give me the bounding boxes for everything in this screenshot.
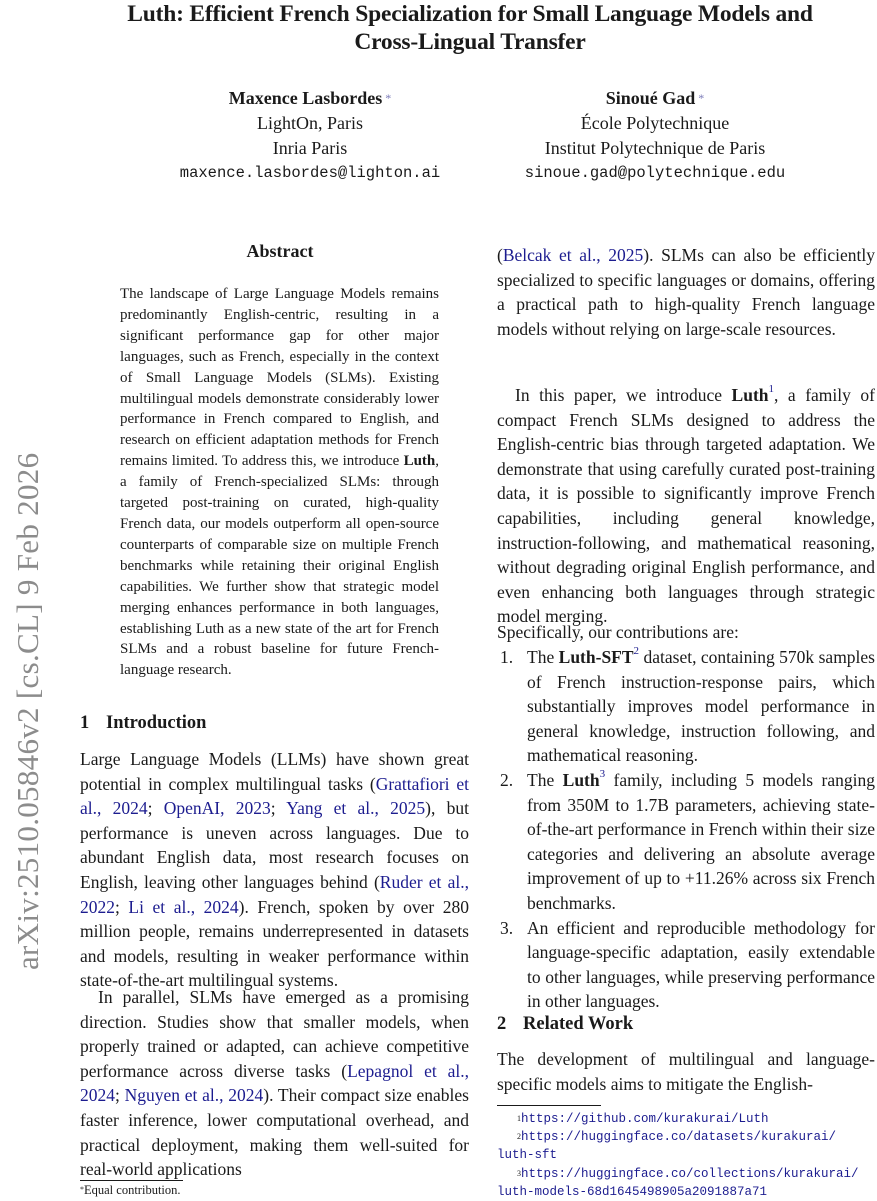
footnote-url[interactable]: https://huggingface.co/collections/kurakurai/: [521, 1166, 859, 1181]
abstract-heading: Abstract: [246, 241, 314, 261]
footnote-text: Equal contribution.: [84, 1183, 181, 1197]
citation-link[interactable]: Nguyen et al., 2024: [124, 1085, 264, 1106]
footnote-rule: [80, 1180, 183, 1181]
footnote-equal-contribution: [80, 1182, 181, 1198]
text: ). SLMs can also be efficiently specialized to specific languages or domains, offering a practical path to high-quality French language models without relying on large-scale resources.: [497, 245, 875, 339]
footnote-ref[interactable]: 2: [633, 645, 640, 657]
author-affiliation: LightOn, Paris: [257, 113, 363, 133]
footnote-marker: 3: [517, 1168, 521, 1178]
text: ), but performance is uneven across languages. Due to abundant English data, most research focuses on English, leaving other languages behind (: [80, 798, 469, 892]
footnote-2-continued[interactable]: luth-sft: [497, 1148, 558, 1163]
text: ;: [115, 1085, 125, 1106]
author-email: maxence.lasbordes@lighton.ai: [179, 164, 441, 182]
text: family, including 5 models ranging from 350M to 1.7B parameters, achieving state-of-the-art performance in French within their size categories and delivering an absolute average improvement of up to +11.26% across six French benchmarks.: [527, 769, 875, 913]
footnote-3-continued[interactable]: luth-models-68d1645498905a2091887a71: [497, 1184, 768, 1199]
list-item: [497, 768, 875, 916]
luth-name: Luth: [403, 453, 436, 470]
author-name: Sinoué Gad: [605, 88, 696, 108]
list-item: [497, 645, 875, 768]
author-affiliation: Inria Paris: [272, 138, 348, 158]
contributions-intro: Specifically, our contributions are:: [497, 622, 739, 642]
footnote-1[interactable]: [497, 1110, 877, 1128]
luth-sft-name: Luth-SFT: [558, 647, 634, 667]
footnote-marker: 1: [517, 1114, 521, 1123]
intro-paragraph-3: [497, 383, 875, 629]
equal-contribution-marker[interactable]: *: [385, 91, 392, 105]
list-item: [497, 916, 875, 1014]
abstract-text-part: The landscape of Large Language Models remains predominantly English-centric, resulting in a significant performance gap for other major languages, such as French, especially in the context of Small Language Models (SLMs). Existing multilingual models demonstrate considerably lower performance in French compared to English, and research on efficient adaptation methods for French remains limited. To address this, we introduce: [120, 286, 439, 470]
footnote-3[interactable]: [497, 1165, 877, 1183]
text: ;: [270, 798, 287, 819]
citation-link[interactable]: Grattafiori et al., 2024: [80, 773, 470, 819]
text: Large Language Models (LLMs) have shown great potential in complex multilingual tasks (: [80, 749, 469, 794]
text: An efficient and reproducible methodology for language-specific adaptation, easily extendable to other languages, while preserving performance in other languages.: [527, 917, 875, 1012]
luth-name: Luth: [562, 769, 600, 790]
intro-paragraph-2-continued: [497, 243, 875, 341]
related-work-paragraph-1: The development of multilingual and language-specific models aims to mitigate the English-: [497, 1049, 875, 1094]
section-heading-related-work: [497, 1014, 633, 1035]
author-affiliation: École Polytechnique: [580, 113, 730, 133]
author-block-1: [160, 86, 460, 186]
footnote-2[interactable]: [497, 1128, 877, 1146]
footnote-marker: *: [80, 1185, 84, 1194]
author-email: sinoue.gad@polytechnique.edu: [524, 164, 786, 182]
intro-paragraph-1: [80, 747, 469, 993]
text: ). Their compact size enables faster inference, lower computational overhead, and practical deployment, making them well-suited for real-world applications: [80, 1085, 469, 1180]
equal-contribution-marker[interactable]: *: [698, 91, 705, 105]
list-number: 2.: [500, 769, 514, 790]
text: (: [497, 245, 503, 265]
list-number: 3.: [500, 917, 514, 938]
author-block-2: [505, 86, 805, 186]
author-name: Maxence Lasbordes: [228, 88, 383, 108]
section-number: 2: [497, 1014, 507, 1034]
text: dataset, containing 570k samples of French instruction-response pairs, which substantially improves model performance in general knowledge, instruction following, and mathematical reasoning.: [527, 647, 875, 766]
citation-link[interactable]: Li et al., 2024: [128, 896, 239, 917]
footnote-marker: 2: [517, 1132, 521, 1142]
text: ). French, spoken by over 280 million people, remains underrepresented in datasets and models, resulting in weaker performance within state-of-the-art multilingual systems.: [80, 896, 469, 991]
citation-link[interactable]: Belcak et al., 2025: [502, 245, 644, 265]
abstract-text-part: , a family of French-specialized SLMs: through targeted post-training on curated, high-quality French data, our models outperform all open-source counterparts of comparable size on multiple French benchmarks while retaining their original English capabilities. We further show that strategic model merging enhances performance in both languages, establishing Luth as a new state of the art for French SLMs and a robust baseline for future French-language research.: [120, 453, 439, 679]
text: In parallel, SLMs have emerged as a promising direction. Studies show that smaller models, when properly trained or adapted, can achieve competitive performance across diverse tasks (: [80, 987, 469, 1081]
citation-link[interactable]: Yang et al., 2025: [286, 798, 426, 819]
citation-link[interactable]: OpenAI, 2023: [163, 798, 271, 819]
author-affiliation: Institut Polytechnique de Paris: [544, 138, 766, 158]
title-line-1: Luth: Efficient French Specialization for Small Language Models and: [127, 1, 813, 27]
text: The: [527, 647, 559, 667]
paper-title: [60, 0, 877, 56]
title-line-2: Cross-Lingual Transfer: [354, 29, 586, 55]
footnote-ref[interactable]: 3: [599, 767, 606, 780]
text: ;: [147, 798, 164, 819]
intro-paragraph-2: [80, 985, 469, 1182]
footnote-ref[interactable]: 1: [768, 383, 775, 395]
section-title: Introduction: [106, 713, 207, 733]
arxiv-stamp: arXiv:2510.05846v2 [cs.CL] 9 Feb 2026: [10, 452, 45, 970]
text: The: [527, 769, 563, 790]
abstract-text: [120, 284, 439, 681]
text: , a family of compact French SLMs designed to address the English-centric bias through targeted adaptation. We demonstrate that using carefully curated post-training data, it is possible to significantly improve French capabilities, including general knowledge, instruction-following, and mathematical reasoning, without degrading original English performance, and even enhancing both languages through strategic model merging.: [497, 385, 876, 627]
list-number: 1.: [500, 647, 514, 667]
section-number: 1: [80, 713, 90, 733]
footnote-url[interactable]: https://github.com/kurakurai/Luth: [521, 1112, 769, 1126]
contributions-list: [497, 645, 875, 1014]
text: ;: [115, 896, 129, 917]
footnotes-urls: [497, 1110, 877, 1201]
section-title: Related Work: [523, 1014, 634, 1034]
citation-link[interactable]: Ruder et al., 2022: [80, 871, 469, 917]
footnote-url[interactable]: https://huggingface.co/datasets/kurakurai/: [521, 1130, 837, 1145]
text: In this paper, we introduce: [515, 385, 732, 405]
footnote-rule: [497, 1105, 601, 1106]
section-heading-introduction: [80, 713, 206, 734]
citation-link[interactable]: Lepagnol et al., 2024: [80, 1060, 469, 1106]
luth-name: Luth: [731, 385, 769, 405]
